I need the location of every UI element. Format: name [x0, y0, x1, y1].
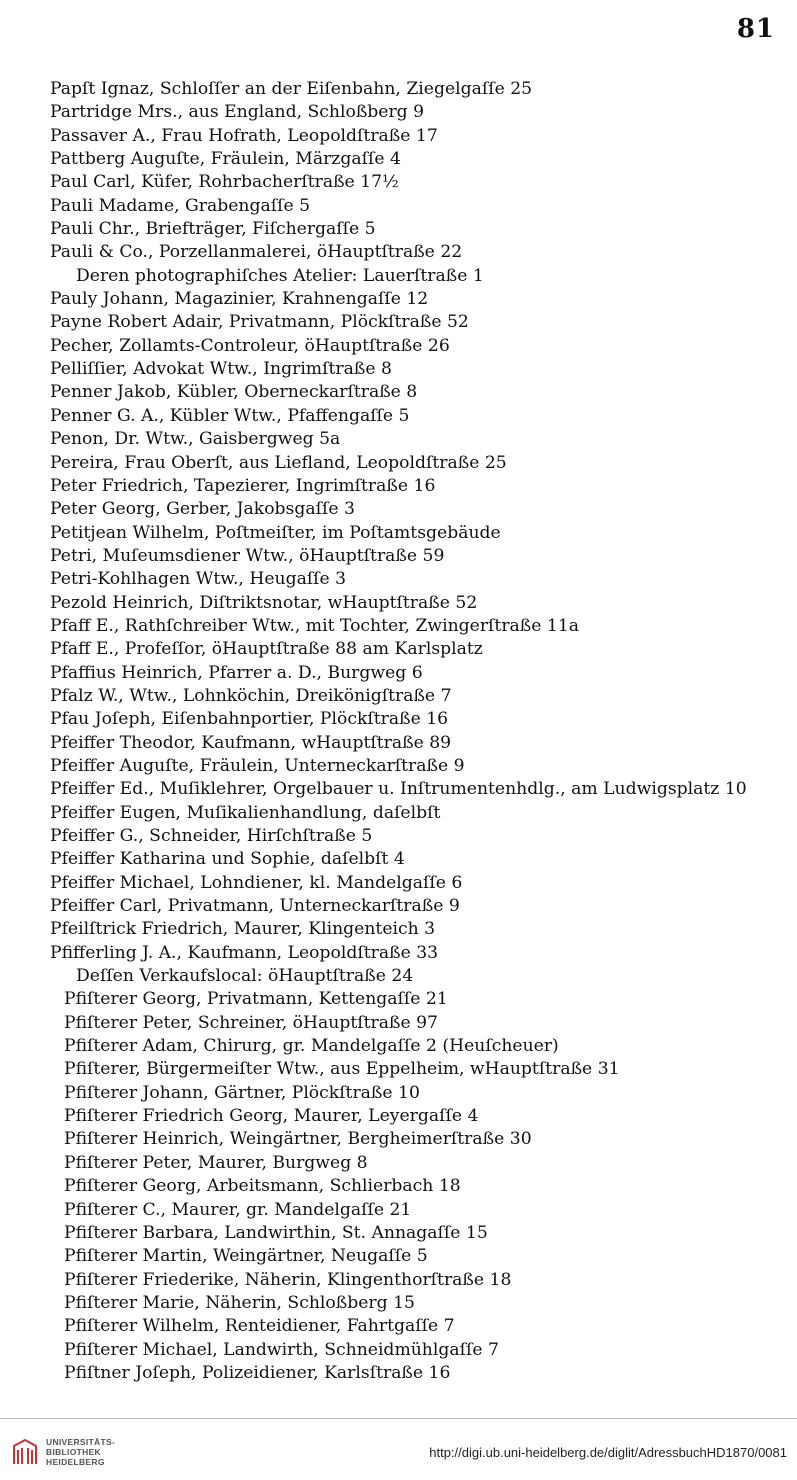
directory-entry: Pfeiffer G., Schneider, Hirſchſtraße 5: [50, 826, 373, 846]
directory-entry: Pfeilſtrick Friedrich, Maurer, Klingenteich 3: [50, 919, 436, 940]
directory-entry: Pauli & Co., Porzellanmalerei, öHauptſtraße 22: [50, 242, 463, 263]
directory-entry: Pfiſterer, Bürgermeiſter Wtw., aus Eppelheim, wHauptſtraße 31: [64, 1059, 620, 1080]
directory-entry: Pfaff E., Rathſchreiber Wtw., mit Tochter, Zwingerſtraße 11a: [50, 615, 580, 636]
directory-entry: Penner G. A., Kübler Wtw., Pfaffengaſſe 5: [50, 405, 410, 426]
directory-entry: Petri, Muſeumsdiener Wtw., öHauptſtraße 59: [50, 545, 445, 566]
directory-entry: Pfiſterer Wilhelm, Renteidiener, Fahrtgaſſe 7: [64, 1316, 455, 1337]
directory-entry: Pfiſterer Michael, Landwirth, Schneidmühlgaſſe 7: [64, 1339, 499, 1360]
directory-entry: Pfalz W., Wtw., Lohnköchin, Dreikönigſtraße 7: [50, 685, 452, 706]
directory-entry: Pereira, Frau Oberſt, aus Liefland, Leopoldſtraße 25: [50, 452, 507, 473]
source-url[interactable]: http://digi.ub.uni-heidelberg.de/diglit/AdressbuchHD1870/0081: [429, 1444, 787, 1460]
directory-entry: Payne Robert Adair, Privatmann, Plöckſtraße 52: [50, 312, 469, 333]
directory-entry: Petri-Kohlhagen Wtw., Heugaſſe 3: [50, 569, 347, 590]
directory-entry: Pauli Madame, Grabengaſſe 5: [50, 195, 311, 216]
directory-entry: Peter Friedrich, Tapezierer, Ingrimſtraße 16: [50, 475, 436, 496]
directory-entry: Pfiſterer C., Maurer, gr. Mandelgaſſe 21: [64, 1199, 412, 1220]
directory-entry: Pfiſterer Martin, Weingärtner, Neugaſſe 5: [64, 1246, 428, 1267]
directory-entry: Pfiſterer Friederike, Näherin, Klingenthorſtraße 18: [64, 1269, 512, 1290]
directory-entry: Peter Georg, Gerber, Jakobsgaſſe 3: [50, 499, 355, 520]
logo-line: HEIDELBERG: [46, 1457, 105, 1467]
directory-entry: Pfiſterer Adam, Chirurg, gr. Mandelgaſſe 2 (Heuſcheuer): [64, 1036, 559, 1057]
footer: [0, 1424, 797, 1480]
directory-entry: Pattberg Auguſte, Fräulein, Märzgaſſe 4: [50, 149, 401, 170]
directory-entry: Deren photographiſches Atelier: Lauerſtraße 1: [76, 265, 484, 286]
library-logo-icon: [10, 1437, 40, 1467]
directory-entry: Pauly Johann, Magazinier, Krahnengaſſe 12: [50, 289, 429, 310]
directory-entry: Pfiſterer Johann, Gärtner, Plöckſtraße 10: [64, 1082, 420, 1103]
directory-entry: Pfiſterer Friedrich Georg, Maurer, Leyergaſſe 4: [64, 1106, 479, 1127]
logo-line: BIBLIOTHEK: [46, 1447, 101, 1457]
directory-entry: Pfeiffer Katharina und Sophie, daſelbſt 4: [50, 849, 405, 870]
directory-entry: Pecher, Zollamts-Controleur, öHauptſtraße 26: [50, 335, 450, 356]
footer-divider: [0, 1418, 797, 1419]
directory-entry: Pfeiffer Eugen, Muſikalienhandlung, daſelbſt: [50, 802, 441, 823]
library-logo-text: [46, 1437, 115, 1467]
directory-entry: Pfiſterer Barbara, Landwirthin, St. Annagaſſe 15: [64, 1222, 488, 1243]
directory-entry: Papſt Ignaz, Schloſſer an der Eiſenbahn, Ziegelgaſſe 25: [50, 79, 533, 99]
directory-entry: Deſſen Verkaufslocal: öHauptſtraße 24: [76, 966, 414, 987]
directory-entry: Penon, Dr. Wtw., Gaisbergweg 5a: [50, 429, 341, 450]
directory-entry: Pfeiffer Michael, Lohndiener, kl. Mandelgaſſe 6: [50, 872, 463, 893]
directory-entry: Pelliſſier, Advokat Wtw., Ingrimſtraße 8: [50, 359, 392, 380]
directory-entry: Pfaff E., Profeſſor, öHauptſtraße 88 am Karlsplatz: [50, 639, 483, 660]
directory-entry: Pezold Heinrich, Diſtriktsnotar, wHauptſtraße 52: [50, 592, 478, 613]
directory-entry: Partridge Mrs., aus England, Schloßberg 9: [50, 102, 425, 123]
directory-entry: Passaver A., Frau Hofrath, Leopoldſtraße 17: [50, 125, 438, 146]
directory-entries: [50, 78, 783, 1385]
directory-entry: Pfifferling J. A., Kaufmann, Leopoldſtraße 33: [50, 942, 439, 963]
directory-entry: Pfiſterer Peter, Schreiner, öHauptſtraße 97: [64, 1012, 438, 1033]
library-logo: [10, 1437, 115, 1467]
directory-entry: Pfeiffer Ed., Muſiklehrer, Orgelbauer u. Inſtrumentenhdlg., am Ludwigsplatz 10: [50, 779, 747, 800]
directory-entry: Pfeiffer Theodor, Kaufmann, wHauptſtraße 89: [50, 732, 452, 753]
directory-entry: Petitjean Wilhelm, Poſtmeiſter, im Poſtamtsgebäude: [50, 522, 501, 543]
directory-entry: Pauli Chr., Briefträger, Fiſchergaſſe 5: [50, 219, 376, 240]
logo-line: UNIVERSITÄTS-: [46, 1437, 116, 1447]
directory-entry: Pfeiffer Carl, Privatmann, Unterneckarſtraße 9: [50, 896, 460, 917]
directory-entry: Pfiſterer Georg, Arbeitsmann, Schlierbach 18: [64, 1176, 461, 1197]
directory-entry: Penner Jakob, Kübler, Oberneckarſtraße 8: [50, 382, 418, 403]
directory-entry: Pfau Joſeph, Eiſenbahnportier, Plöckſtraße 16: [50, 709, 449, 730]
directory-entry: Paul Carl, Küfer, Rohrbacherſtraße 17½: [50, 172, 399, 193]
directory-entry: Pfaffius Heinrich, Pfarrer a. D., Burgweg 6: [50, 662, 423, 683]
directory-entry: Pfiſterer Peter, Maurer, Burgweg 8: [64, 1152, 368, 1173]
directory-entry: Pfiſterer Heinrich, Weingärtner, Bergheimerſtraße 30: [64, 1129, 532, 1150]
directory-entry: Pfiſterer Marie, Näherin, Schloßberg 15: [64, 1292, 415, 1313]
directory-entry: Pfeiffer Auguſte, Fräulein, Unterneckarſtraße 9: [50, 755, 465, 776]
page-number: 81: [736, 14, 775, 44]
directory-entry: Pfiſterer Georg, Privatmann, Kettengaſſe 21: [64, 989, 448, 1010]
directory-entry: Pfiſtner Joſeph, Polizeidiener, Karlsſtraße 16: [64, 1362, 451, 1383]
